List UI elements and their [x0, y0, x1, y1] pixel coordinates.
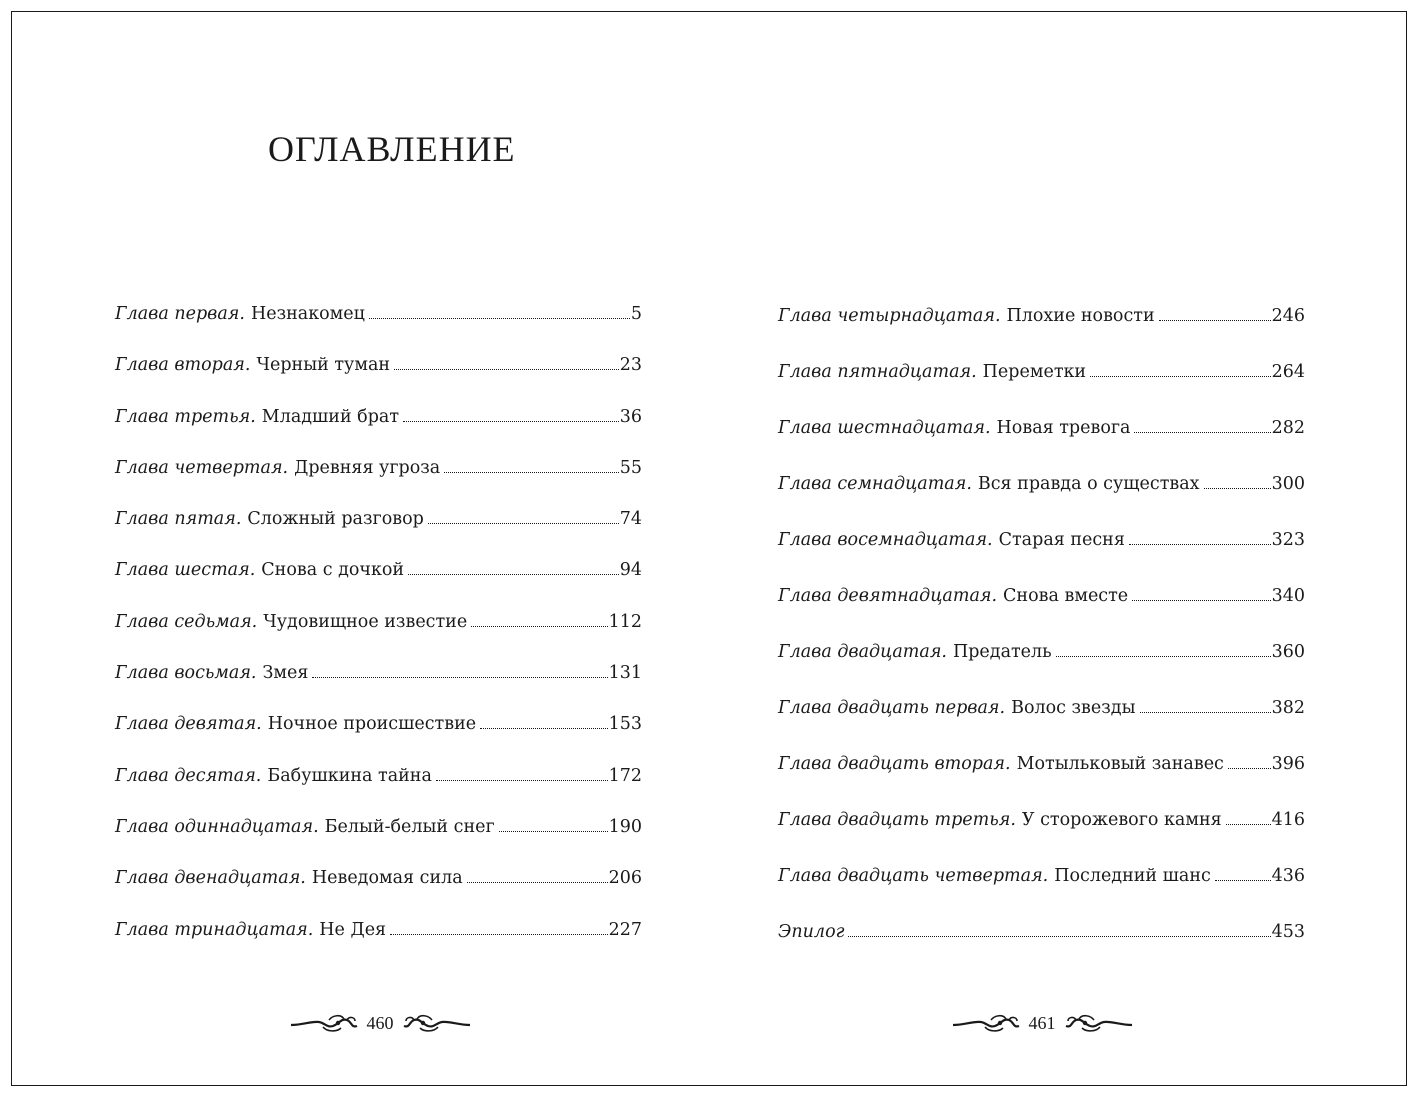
- dot-leader: [1140, 712, 1271, 713]
- toc-entry: [115, 659, 642, 687]
- chapter-label: Глава третья.: [115, 406, 256, 427]
- dot-leader: [1204, 488, 1271, 489]
- dot-leader: [369, 318, 630, 319]
- chapter-page-number: 340: [1271, 586, 1305, 606]
- toc-entry: [778, 694, 1305, 722]
- toc-entry: [115, 762, 642, 790]
- dot-leader: [1090, 376, 1270, 377]
- chapter-title: Снова вместе: [1003, 586, 1129, 606]
- toc-entry: [115, 710, 642, 738]
- chapter-label: Глава восемнадцатая.: [778, 530, 993, 550]
- dot-leader: [444, 472, 618, 473]
- dot-leader: [408, 574, 619, 575]
- chapter-page-number: 436: [1271, 866, 1305, 886]
- dot-leader: [1226, 824, 1271, 825]
- toc-entry: [778, 526, 1305, 554]
- dot-leader: [1129, 544, 1271, 545]
- chapter-title: Вся правда о существах: [977, 474, 1200, 494]
- dot-leader: [1215, 880, 1271, 881]
- dot-leader: [1134, 432, 1270, 433]
- page-number: 461: [1028, 1012, 1056, 1033]
- dot-leader: [1132, 600, 1270, 601]
- chapter-page-number: 112: [608, 611, 642, 632]
- toc-entry: [778, 582, 1305, 610]
- dot-leader: [394, 369, 619, 370]
- chapter-label: Глава четырнадцатая.: [778, 306, 1001, 326]
- chapter-title: У сторожевого камня: [1021, 810, 1222, 830]
- chapter-label: Глава двенадцатая.: [115, 868, 306, 889]
- chapter-title: Черный туман: [256, 355, 391, 376]
- flourish-ornament-icon: [402, 1011, 472, 1035]
- chapter-page-number: 300: [1271, 474, 1305, 494]
- chapter-title: Мотыльковый занавес: [1016, 754, 1224, 774]
- dot-leader: [480, 728, 608, 729]
- chapter-page-number: 153: [608, 714, 642, 735]
- chapter-label: Эпилог: [778, 922, 845, 942]
- dot-leader: [1159, 320, 1271, 321]
- toc-entry: [115, 505, 642, 533]
- chapter-page-number: 227: [608, 919, 642, 940]
- chapter-title: Переметки: [982, 362, 1087, 382]
- toc-entry: [778, 414, 1305, 442]
- toc-entry: [115, 813, 642, 841]
- dot-leader: [467, 882, 608, 883]
- chapter-label: Глава шестая.: [115, 560, 256, 581]
- chapter-title: Не Дея: [319, 919, 387, 940]
- chapter-title: Неведомая сила: [311, 868, 463, 889]
- dot-leader: [471, 626, 607, 627]
- chapter-title: Плохие новости: [1006, 306, 1155, 326]
- folio-right: [946, 1008, 1138, 1038]
- chapter-title: Белый-белый снег: [324, 816, 495, 837]
- chapter-title: Сложный разговор: [247, 509, 424, 530]
- chapter-page-number: 5: [630, 304, 642, 324]
- dot-leader: [436, 780, 608, 781]
- chapter-label: Глава вторая.: [115, 355, 251, 376]
- chapter-title: Новая тревога: [996, 418, 1131, 438]
- chapter-label: Глава двадцать первая.: [778, 698, 1006, 718]
- chapter-label: Глава двадцатая.: [778, 642, 947, 662]
- chapter-label: Глава восьмая.: [115, 663, 257, 684]
- chapter-page-number: 55: [619, 457, 642, 478]
- chapter-page-number: 206: [608, 868, 642, 889]
- chapter-title: Ночное происшествие: [267, 714, 477, 735]
- chapter-title: Волос звезды: [1011, 698, 1136, 718]
- chapter-title: Древняя угроза: [294, 457, 441, 478]
- toc-entry: [778, 302, 1305, 330]
- toc-entry: [115, 608, 642, 636]
- chapter-label: Глава семнадцатая.: [778, 474, 972, 494]
- chapter-page-number: 246: [1271, 306, 1305, 326]
- toc-entry: [115, 916, 642, 944]
- dot-leader: [499, 831, 608, 832]
- chapter-label: Глава двадцать третья.: [778, 810, 1016, 830]
- chapter-title: Бабушкина тайна: [267, 765, 432, 786]
- chapter-label: Глава четвертая.: [115, 457, 289, 478]
- chapter-page-number: 94: [619, 560, 642, 581]
- flourish-ornament-icon: [1064, 1011, 1134, 1035]
- chapter-page-number: 36: [619, 406, 642, 427]
- dot-leader: [1056, 656, 1271, 657]
- chapter-page-number: 323: [1271, 530, 1305, 550]
- toc-entry: [115, 351, 642, 379]
- dot-leader: [403, 421, 619, 422]
- toc-entry: [778, 470, 1305, 498]
- toc-entry: [778, 862, 1305, 890]
- chapter-label: Глава одиннадцатая.: [115, 816, 319, 837]
- toc-entry: [115, 403, 642, 431]
- chapter-label: Глава двадцать вторая.: [778, 754, 1011, 774]
- chapter-title: Незнакомец: [250, 304, 365, 324]
- chapter-page-number: 23: [619, 355, 642, 376]
- chapter-page-number: 74: [619, 509, 642, 530]
- chapter-title: Старая песня: [998, 530, 1125, 550]
- chapter-label: Глава седьмая.: [115, 611, 258, 632]
- chapter-page-number: 264: [1271, 362, 1305, 382]
- chapter-label: Глава пятнадцатая.: [778, 362, 977, 382]
- page-title: ОГЛАВЛЕНИЕ: [268, 129, 516, 169]
- chapter-title: Младший брат: [261, 406, 400, 427]
- chapter-title: Снова с дочкой: [261, 560, 405, 581]
- chapter-label: Глава пятая.: [115, 509, 242, 530]
- chapter-page-number: 396: [1271, 754, 1305, 774]
- chapter-page-number: 190: [608, 816, 642, 837]
- chapter-label: Глава тринадцатая.: [115, 919, 314, 940]
- toc-entry: [115, 864, 642, 892]
- dot-leader: [1228, 768, 1271, 769]
- toc-entry: [115, 556, 642, 584]
- toc-entry: [778, 918, 1305, 946]
- dot-leader: [428, 523, 619, 524]
- chapter-page-number: 282: [1271, 418, 1305, 438]
- toc-entry: [778, 806, 1305, 834]
- page-number: 460: [366, 1012, 394, 1033]
- dot-leader: [390, 934, 607, 935]
- toc-entry: [115, 454, 642, 482]
- chapter-title: Змея: [262, 663, 309, 684]
- toc-entry: [778, 750, 1305, 778]
- chapter-label: Глава первая.: [115, 304, 245, 324]
- toc-entry: [115, 300, 642, 328]
- chapter-title: Предатель: [952, 642, 1052, 662]
- chapter-page-number: 416: [1271, 810, 1305, 830]
- toc-left-column: [115, 300, 642, 967]
- chapter-title: Чудовищное известие: [263, 611, 468, 632]
- chapter-title: Последний шанс: [1054, 866, 1211, 886]
- dot-leader: [312, 677, 607, 678]
- chapter-label: Глава шестнадцатая.: [778, 418, 991, 438]
- chapter-label: Глава девятая.: [115, 714, 262, 735]
- chapter-page-number: 131: [608, 663, 642, 684]
- chapter-page-number: 360: [1271, 642, 1305, 662]
- toc-right-column: [778, 302, 1305, 974]
- flourish-ornament-icon: [289, 1011, 359, 1035]
- chapter-label: Глава девятнадцатая.: [778, 586, 998, 606]
- flourish-ornament-icon: [951, 1011, 1021, 1035]
- chapter-page-number: 172: [608, 765, 642, 786]
- chapter-label: Глава десятая.: [115, 765, 262, 786]
- toc-entry: [778, 358, 1305, 386]
- chapter-label: Глава двадцать четвертая.: [778, 866, 1049, 886]
- chapter-page-number: 453: [1271, 922, 1305, 942]
- folio-left: [282, 1008, 478, 1038]
- dot-leader: [848, 936, 1270, 937]
- toc-entry: [778, 638, 1305, 666]
- chapter-page-number: 382: [1271, 698, 1305, 718]
